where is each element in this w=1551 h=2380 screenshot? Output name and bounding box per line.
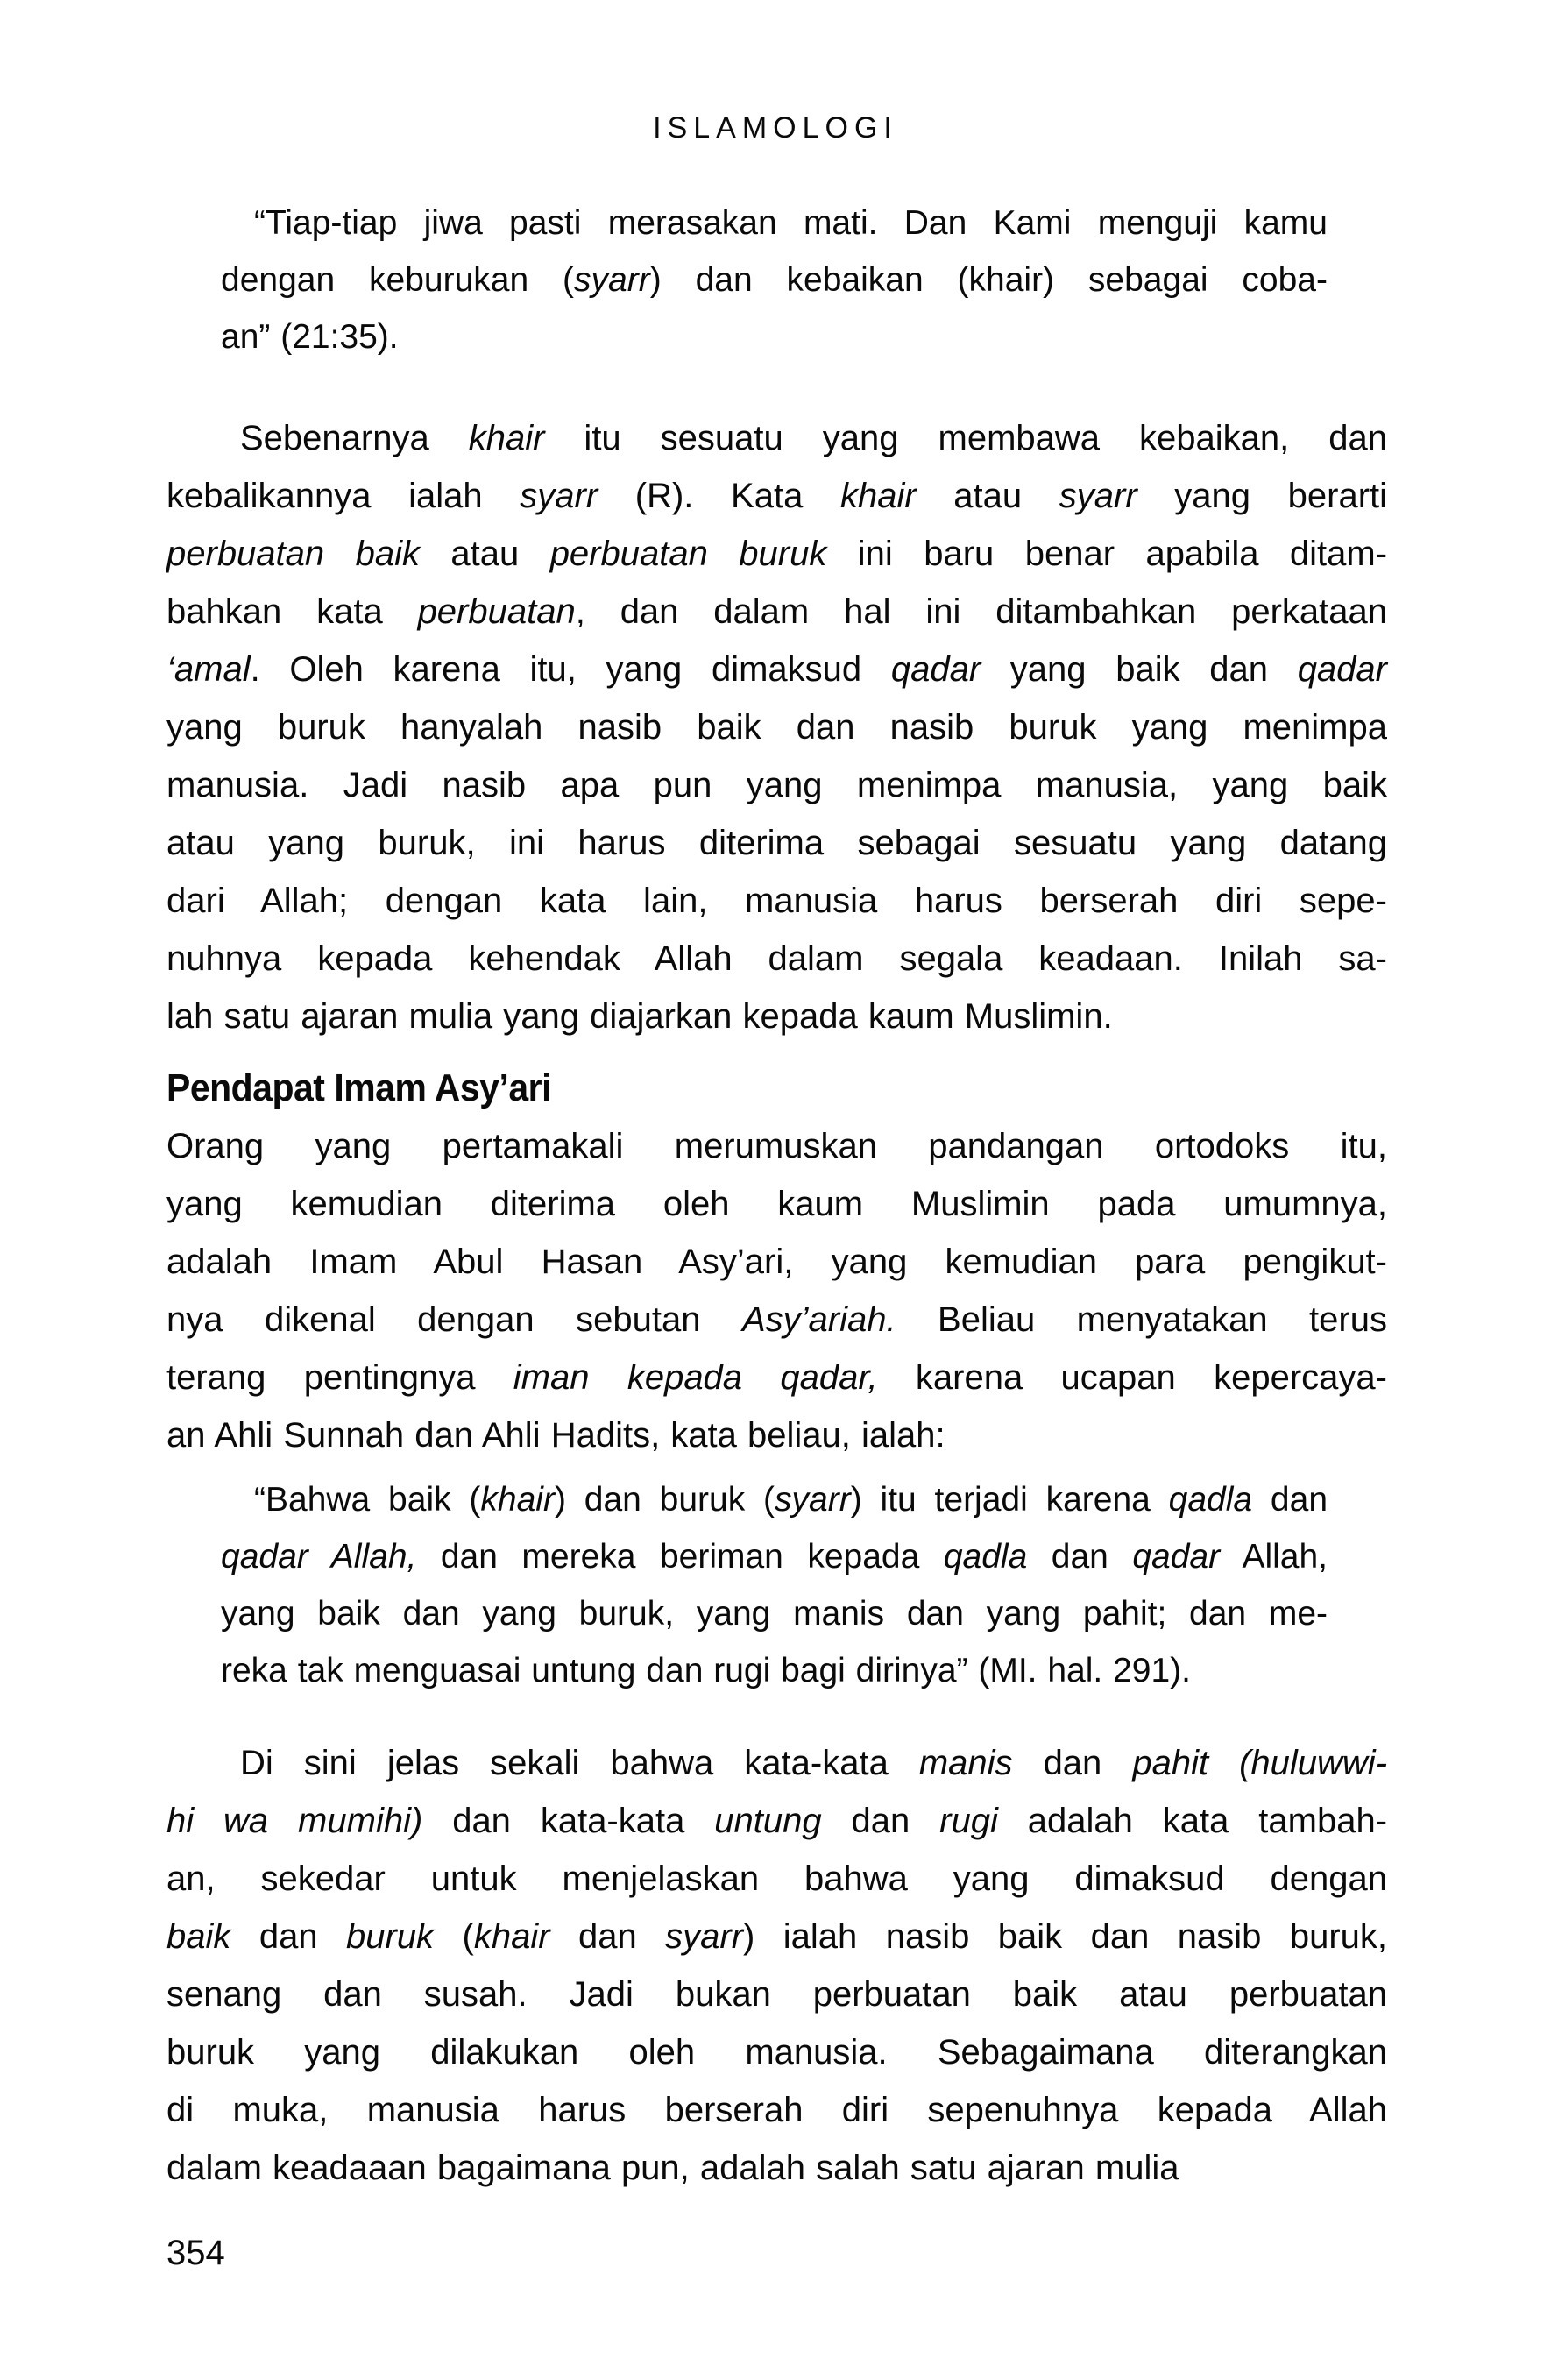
text-line: an” (21:35).	[221, 318, 399, 356]
text-line: lah satu ajaran mulia yang diajarkan kepada kaum Muslimin.	[166, 997, 1113, 1036]
text-line: yang baik dan yang buruk, yang manis dan yang pahit; dan me-	[221, 1595, 1328, 1633]
paragraph-block	[166, 409, 1387, 1045]
text-line: “Tiap-tiap jiwa pasti merasakan mati. Dan Kami menguji kamu	[254, 204, 1328, 242]
text-line: baik dan buruk (khair dan syarr) ialah nasib baik dan nasib buruk,	[166, 1917, 1387, 1956]
quote-block	[221, 195, 1328, 365]
text-body	[166, 195, 1387, 2197]
running-header-title: ISLAMOLOGI	[653, 111, 898, 145]
text-line: perbuatan baik atau perbuatan buruk ini baru benar apabila ditam-	[166, 535, 1388, 573]
text-line: Orang yang pertamakali merumuskan pandangan ortodoks itu,	[166, 1127, 1387, 1165]
quote-block	[221, 1471, 1328, 1699]
text-line: adalah Imam Abul Hasan Asy’ari, yang kemudian para pengikut-	[166, 1243, 1387, 1281]
page-number: 354	[166, 2234, 225, 2272]
text-line: “Bahwa baik (khair) dan buruk (syarr) itu terjadi karena qadla dan	[254, 1481, 1328, 1519]
paragraph-block	[166, 1117, 1387, 1464]
text-line: an Ahli Sunnah dan Ahli Hadits, kata beliau, ialah:	[166, 1416, 945, 1455]
paragraph-block	[166, 1734, 1387, 2197]
text-line: yang kemudian diterima oleh kaum Muslimin pada umumnya,	[166, 1185, 1387, 1223]
text-line: nya dikenal dengan sebutan Asy’ariah. Beliau menyatakan terus	[166, 1300, 1387, 1339]
text-line: an, sekedar untuk menjelaskan bahwa yang dimaksud dengan	[166, 1859, 1387, 1898]
text-line: bahkan kata perbuatan, dan dalam hal ini ditambahkan perkataan	[166, 592, 1388, 631]
text-line: dalam keadaaan bagaimana pun, adalah salah satu ajaran mulia	[166, 2149, 1179, 2187]
section-heading: Pendapat Imam Asy’ari	[166, 1066, 552, 1109]
text-line: di muka, manusia harus berserah diri sepenuhnya kepada Allah	[166, 2091, 1387, 2129]
text-line: nuhnya kepada kehendak Allah dalam segala keadaan. Inilah sa-	[166, 939, 1387, 978]
running-header	[0, 0, 1551, 147]
text-line: Di sini jelas sekali bahwa kata-kata manis dan pahit (huluwwi-	[240, 1744, 1388, 1782]
text-line: atau yang buruk, ini harus diterima sebagai sesuatu yang datang	[166, 824, 1387, 862]
text-line: hi wa mumihi) dan kata-kata untung dan rugi adalah kata tambah-	[166, 1802, 1388, 1840]
text-line: manusia. Jadi nasib apa pun yang menimpa manusia, yang baik	[166, 766, 1387, 804]
text-line: qadar Allah, dan mereka beriman kepada qadla dan qadar Allah,	[221, 1538, 1328, 1576]
text-line: buruk yang dilakukan oleh manusia. Sebagaimana diterangkan	[166, 2033, 1387, 2072]
text-line: Sebenarnya khair itu sesuatu yang membawa kebaikan, dan	[240, 419, 1387, 457]
text-line: terang pentingnya iman kepada qadar, karena ucapan kepercaya-	[166, 1358, 1387, 1397]
text-line: dari Allah; dengan kata lain, manusia harus berserah diri sepe-	[166, 882, 1387, 920]
text-line: reka tak menguasai untung dan rugi bagi dirinya” (MI. hal. 291).	[221, 1652, 1191, 1689]
text-line: senang dan susah. Jadi bukan perbuatan baik atau perbuatan	[166, 1975, 1387, 2014]
text-line: yang buruk hanyalah nasib baik dan nasib buruk yang menimpa	[166, 708, 1387, 747]
text-line: kebalikannya ialah syarr (R). Kata khair atau syarr yang berarti	[166, 477, 1388, 515]
text-line: ‘amal. Oleh karena itu, yang dimaksud qadar yang baik dan qadar	[166, 650, 1387, 689]
text-line: dengan keburukan (syarr) dan kebaikan (khair) sebagai coba-	[221, 261, 1328, 299]
